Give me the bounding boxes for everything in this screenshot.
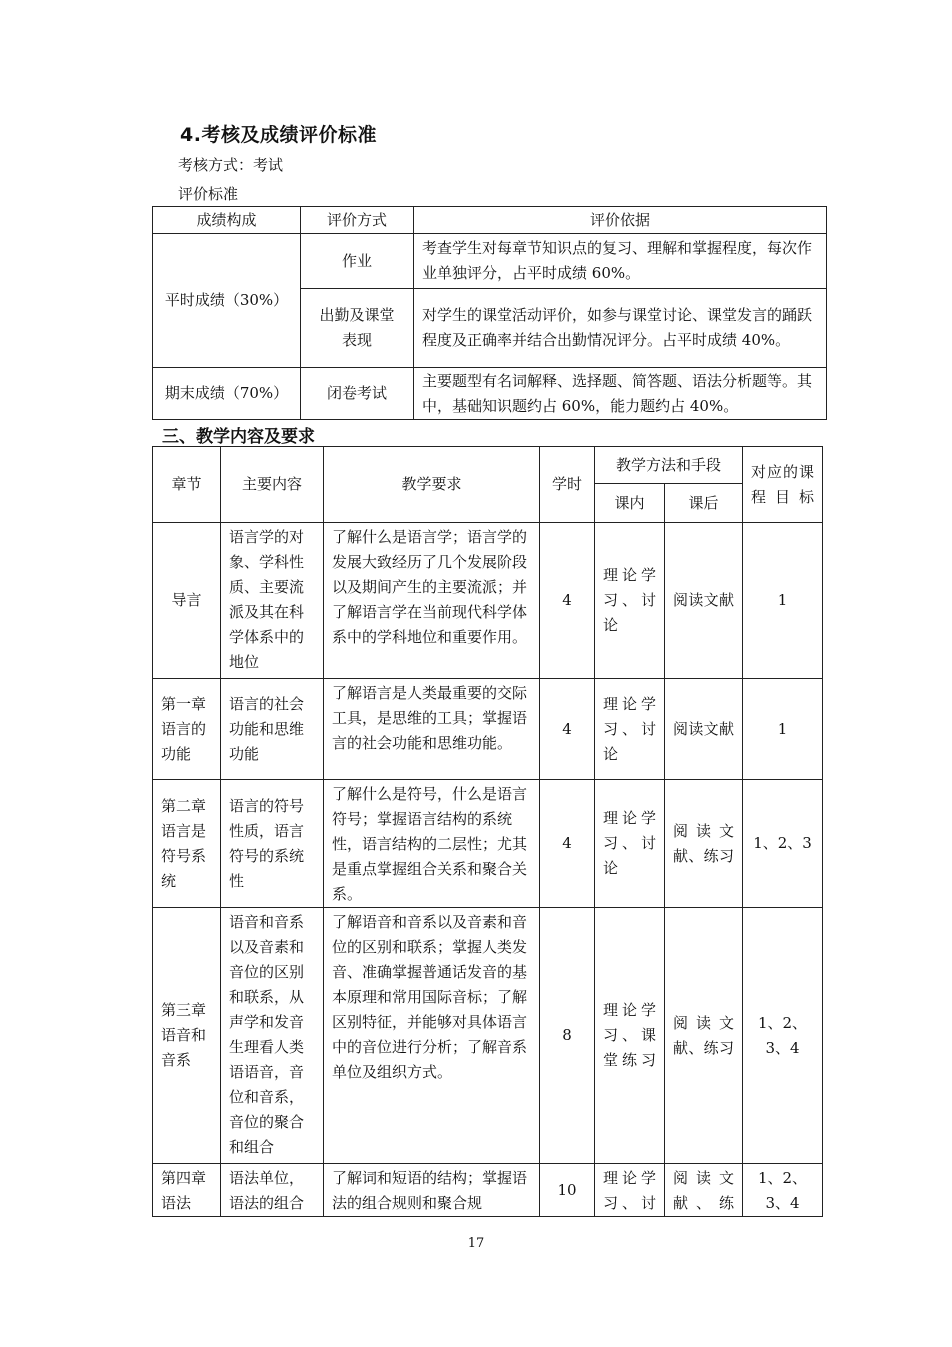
table-header-row bbox=[153, 447, 823, 484]
in-class-cell: 理论学习、课堂练习 bbox=[595, 908, 665, 1164]
chapter-cell: 导言 bbox=[153, 523, 221, 679]
header-methods: 教学方法和手段 bbox=[595, 447, 743, 484]
chapter-cell: 第二章语言是符号系统 bbox=[153, 780, 221, 908]
header-after-class: 课后 bbox=[665, 484, 743, 523]
requirement-cell: 了解什么是符号，什么是语言符号；掌握语言结构的系统性，语言结构的二层性；尤其是重点掌握组合关系和聚合关系。 bbox=[324, 780, 540, 908]
content-cell: 语言的社会功能和思维功能 bbox=[221, 679, 324, 780]
header-in-class: 课内 bbox=[595, 484, 665, 523]
content-cell: 语法单位，语法的组合 bbox=[221, 1164, 324, 1217]
header-hours: 学时 bbox=[540, 447, 595, 523]
section-heading-content: 三、教学内容及要求 bbox=[162, 427, 315, 447]
basis-cell: 主要题型有名词解释、选择题、简答题、语法分析题等。其中，基础知识题约占 60%，能力题约占 40%。 bbox=[414, 368, 827, 420]
table-row bbox=[153, 679, 823, 780]
basis-cell: 考查学生对每章节知识点的复习、理解和掌握程度，每次作业单独评分，占平时成绩 60%。 bbox=[414, 234, 827, 289]
usual-score-label: 平时成绩（30%） bbox=[153, 234, 301, 368]
chapter-cell: 第一章语言的功能 bbox=[153, 679, 221, 780]
header-basis: 评价依据 bbox=[414, 207, 827, 234]
content-cell: 语言的符号性质，语言符号的系统性 bbox=[221, 780, 324, 908]
hours-cell: 8 bbox=[540, 908, 595, 1164]
in-class-cell: 理论学习、讨论 bbox=[595, 679, 665, 780]
table-row bbox=[153, 368, 827, 420]
page-number: 17 bbox=[467, 1236, 485, 1251]
method-cell: 闭卷考试 bbox=[301, 368, 414, 420]
after-class-cell: 阅读文献、练习 bbox=[665, 908, 743, 1164]
in-class-cell: 理论学习、讨 bbox=[595, 1164, 665, 1217]
chapter-cell: 第四章语法 bbox=[153, 1164, 221, 1217]
table-row bbox=[153, 523, 823, 679]
hours-cell: 4 bbox=[540, 780, 595, 908]
after-class-cell: 阅读文献 bbox=[665, 523, 743, 679]
in-class-cell: 理论学习、讨论 bbox=[595, 780, 665, 908]
final-score-label: 期末成绩（70%） bbox=[153, 368, 301, 420]
header-objective: 对应的课程目标 bbox=[743, 447, 823, 523]
basis-cell: 对学生的课堂活动评价，如参与课堂讨论、课堂发言的踊跃程度及正确率并结合出勤情况评分。占平时成绩 40%。 bbox=[414, 289, 827, 368]
hours-cell: 4 bbox=[540, 523, 595, 679]
objective-cell: 1、2、3、4 bbox=[743, 1164, 823, 1217]
content-cell: 语音和音系以及音素和音位的区别和联系，从声学和发音生理看人类语语音，音位和音系，音位的聚合和组合 bbox=[221, 908, 324, 1164]
objective-cell: 1、2、3 bbox=[743, 780, 823, 908]
teaching-content-table bbox=[152, 446, 823, 1217]
assessment-table bbox=[152, 206, 827, 420]
table-row bbox=[153, 780, 823, 908]
requirement-cell: 了解语言是人类最重要的交际工具，是思维的工具；掌握语言的社会功能和思维功能。 bbox=[324, 679, 540, 780]
requirement-cell: 了解语音和音系以及音素和音位的区别和联系；掌握人类发音、准确掌握普通话发音的基本原理和常用国际音标；了解区别特征，并能够对具体语言中的音位进行分析；了解音系单位及组织方式。 bbox=[324, 908, 540, 1164]
table-row bbox=[153, 1164, 823, 1217]
in-class-cell: 理论学习、讨论 bbox=[595, 523, 665, 679]
after-class-cell: 阅读文献 bbox=[665, 679, 743, 780]
method-cell: 出勤及课堂表现 bbox=[301, 289, 414, 368]
criteria-label: 评价标准 bbox=[178, 185, 239, 203]
after-class-cell: 阅读文献、练习 bbox=[665, 780, 743, 908]
hours-cell: 10 bbox=[540, 1164, 595, 1217]
header-method: 评价方式 bbox=[301, 207, 414, 234]
objective-cell: 1、2、3、4 bbox=[743, 908, 823, 1164]
header-content: 主要内容 bbox=[221, 447, 324, 523]
header-chapter: 章节 bbox=[153, 447, 221, 523]
objective-cell: 1 bbox=[743, 679, 823, 780]
method-cell: 作业 bbox=[301, 234, 414, 289]
section-heading-assessment: 4.考核及成绩评价标准 bbox=[180, 124, 377, 146]
assessment-method: 考核方式：考试 bbox=[178, 156, 284, 174]
table-row bbox=[153, 234, 827, 289]
requirement-cell: 了解什么是语言学；语言学的发展大致经历了几个发展阶段以及期间产生的主要流派；并了解语言学在当前现代科学体系中的学科地位和重要作用。 bbox=[324, 523, 540, 679]
header-composition: 成绩构成 bbox=[153, 207, 301, 234]
table-header-row bbox=[153, 207, 827, 234]
chapter-cell: 第三章语音和音系 bbox=[153, 908, 221, 1164]
table-row bbox=[153, 908, 823, 1164]
content-cell: 语言学的对象、学科性质、主要流派及其在科学体系中的地位 bbox=[221, 523, 324, 679]
requirement-cell: 了解词和短语的结构；掌握语法的组合规则和聚合规 bbox=[324, 1164, 540, 1217]
hours-cell: 4 bbox=[540, 679, 595, 780]
after-class-cell: 阅读文献、练 bbox=[665, 1164, 743, 1217]
header-requirement: 教学要求 bbox=[324, 447, 540, 523]
objective-cell: 1 bbox=[743, 523, 823, 679]
